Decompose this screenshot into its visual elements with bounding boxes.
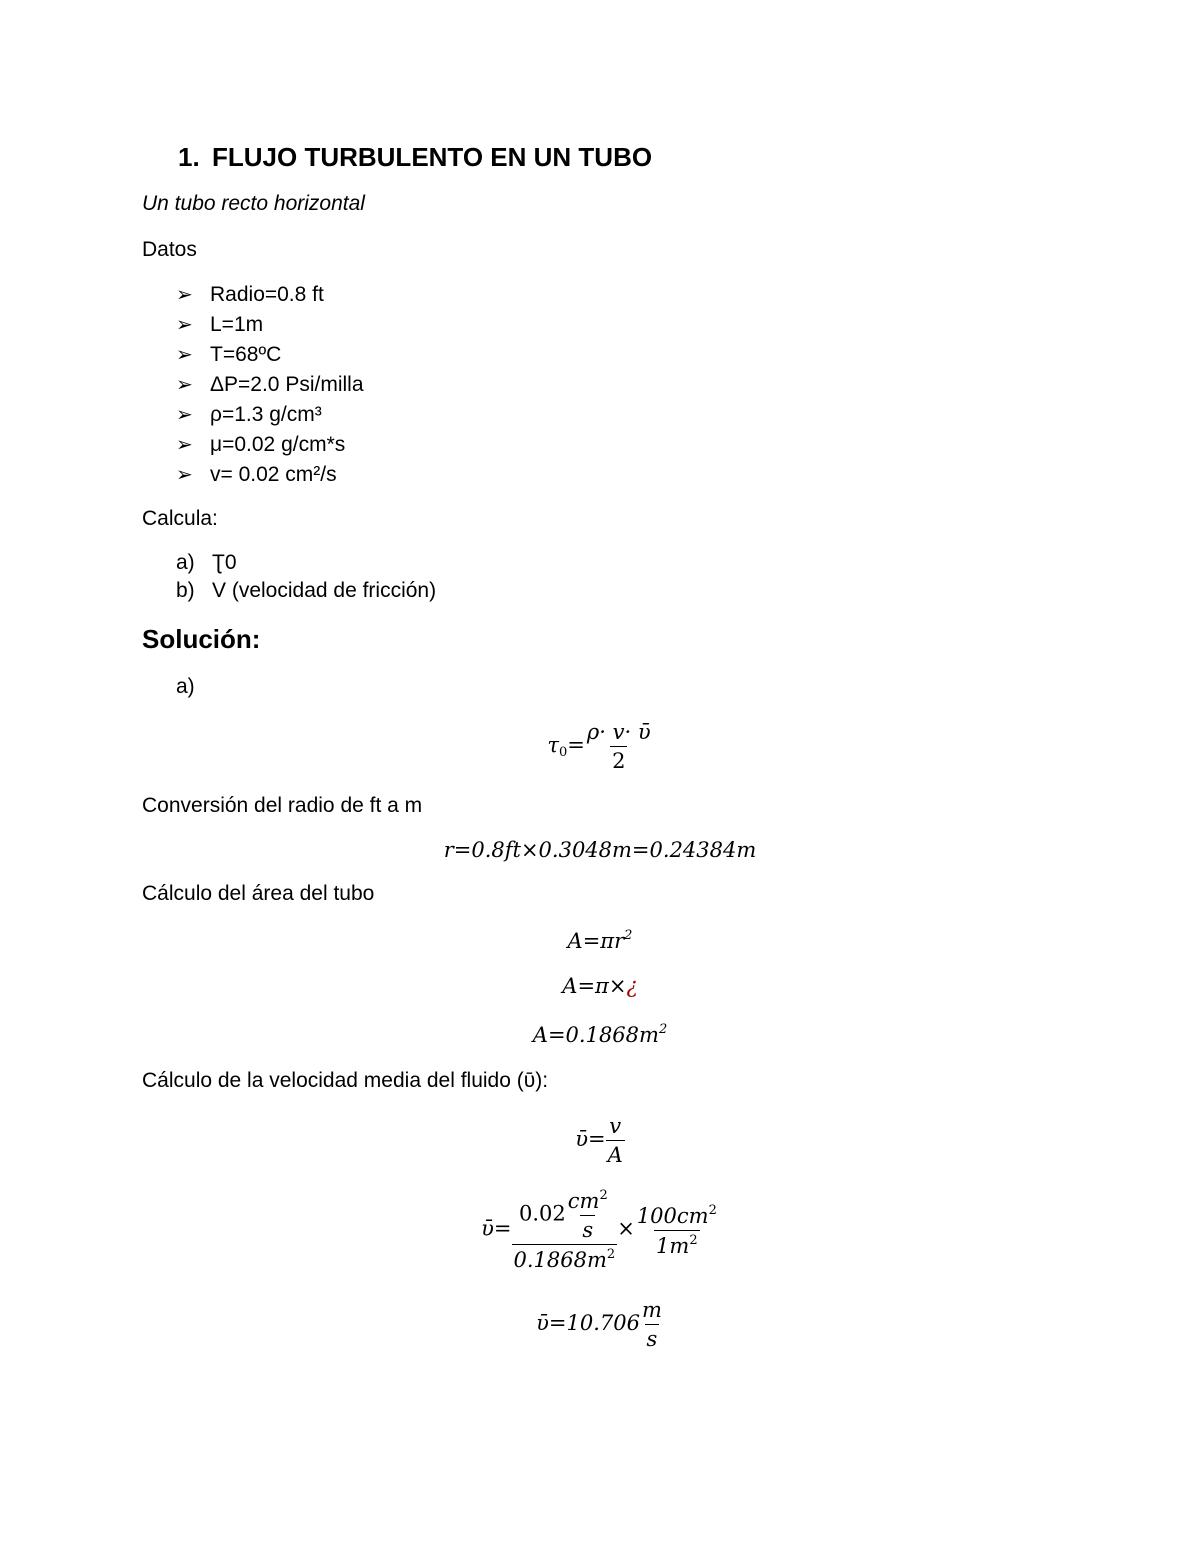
equation-area-1: $A=\pi r^2$ [567,928,633,953]
part-a-label: a) [176,675,195,698]
equation-tau: $\tau_0=$ $\frac{\text{ρ· v· ῡ}}{2}$ [547,720,651,773]
section-title-text: FLUJO TURBULENTO EN UN TUBO [212,142,653,172]
area-label: Cálculo del área del tubo [142,882,375,905]
list-item: ➢ v= 0.02 cm²/s [176,460,364,490]
equation-area-2: A=π×¿ [562,974,638,998]
equation-velocity-3: ῡ=10.706 $\frac{m}{s}$ [536,1298,662,1351]
arrow-bullet-icon: ➢ [176,284,193,306]
arrow-bullet-icon: ➢ [176,404,193,426]
calcula-list [176,549,436,605]
arrow-bullet-icon: ➢ [176,434,193,456]
equation-area-3: $A=0.1868m^2$ [532,1022,668,1047]
arrow-bullet-icon: ➢ [176,374,193,396]
list-item: a) Ʈ0 [176,551,237,574]
calcula-label: Calcula: [142,507,218,530]
list-item: ➢ μ=0.02 g/cm*s [176,430,364,460]
section-number: 1. [178,142,200,172]
equation-velocity-1: ῡ= $\frac{v}{A}$ [575,1114,623,1167]
velocity-label: Cálculo de la velocidad media del fluido (ῡ): [142,1069,549,1092]
list-item: ➢ L=1m [176,310,364,340]
arrow-bullet-icon: ➢ [176,464,193,486]
list-item: ➢ ρ=1.3 g/cm³ [176,400,364,430]
conversion-label: Conversión del radio de ft a m [142,794,423,817]
equation-velocity-2: ῡ= 0.02 $\frac{cm^2}{s}$ $0.1868m^2$ × $\frac{100cm^2}{1m^2}$ [481,1188,717,1272]
section-title [178,142,652,173]
arrow-bullet-icon: ➢ [176,344,193,366]
datos-label: Datos [142,238,197,261]
list-item: b) V (velocidad de fricción) [176,579,437,602]
solution-heading: Solución: [142,624,261,654]
list-item: ➢ T=68ºC [176,340,364,370]
arrow-bullet-icon: ➢ [176,314,193,336]
problem-statement: Un tubo recto horizontal [142,192,365,215]
list-item: ➢ Radio=0.8 ft [176,280,364,310]
datos-list [176,280,364,490]
equation-radio: r=0.8ft×0.3048m=0.24384m [443,838,757,862]
list-item: ➢ ΔP=2.0 Psi/milla [176,370,364,400]
